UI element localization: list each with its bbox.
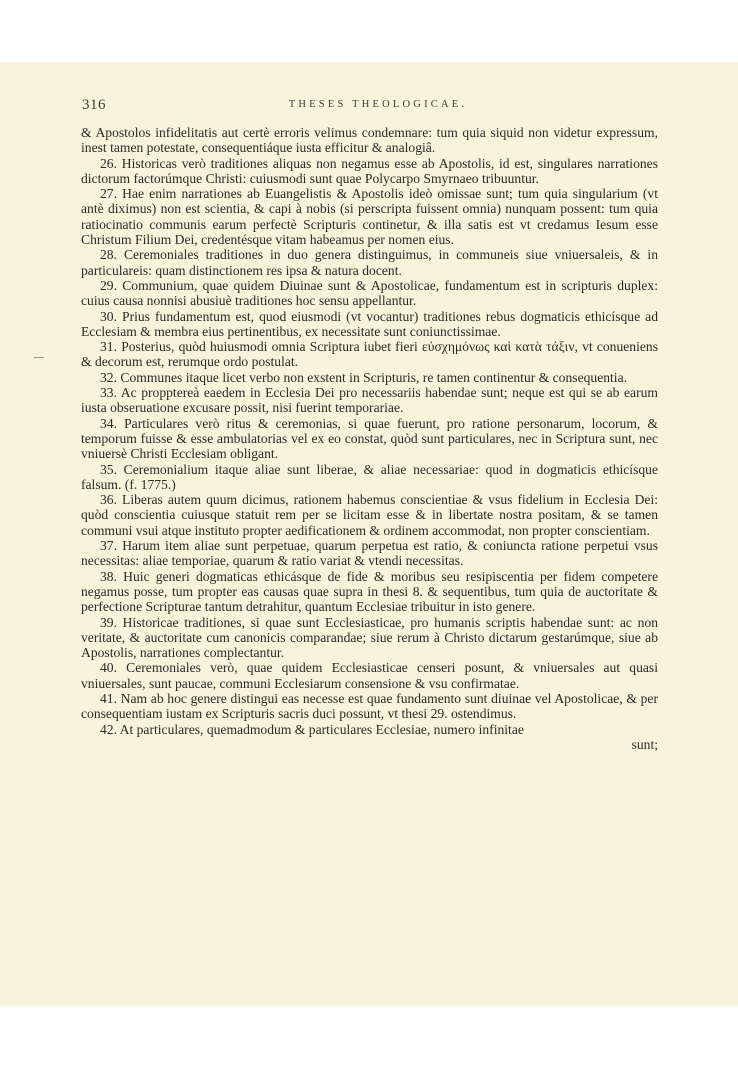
thesis-33: 33. Ac propptereà eaedem in Ecclesia Dei pro necessariis habendae sunt; neque est qui se ab earum iusta obseruatione excusare possit, nisi fuerint temporariae.	[81, 385, 658, 416]
thesis-31: 31. Posterius, quòd huiusmodi omnia Scriptura iubet fieri εὐσχημόνως καὶ κατὰ τάξιν, vt conueniens & decorum est, rerumque ordo postulat.	[81, 339, 658, 370]
thesis-40: 40. Ceremoniales verò, quae quidem Ecclesiasticae censeri posunt, & vniuersales aut quasi vniuersales, sunt paucae, communi Ecclesiarum consensione & vsu confirmatae.	[81, 660, 658, 691]
thesis-42: 42. At particulares, quemadmodum & particulares Ecclesiae, numero infinitae	[100, 721, 524, 737]
thesis-29: 29. Communium, quae quidem Diuinae sunt & Apostolicae, fundamentum est in scripturis duplex: cuius causa nonnisi abusiuè traditiones hoc sensu appellantur.	[81, 277, 658, 309]
paragraph: & Apostolos infidelitatis aut certè erroris velimus condemnare: tum quia siquid non videtur expressum, inest tamen potestate, consequentiáque iusta efficitur & analogiâ.	[81, 125, 658, 156]
thesis-27: 27. Hae enim narrationes ab Euangelistis & Apostolis ideò omissae sunt; tum quia singularium (vt antè diximus) non est scientia, & capi à nobis (si perscripta fuissent omnia) nunquam possent: tum quia ratiocinatio communis earum perfectè Scripturis continetur, & illa satis est vt credamus Iesum esse Christum Filium Dei, credentésque vitam habeamus per nomen eius.	[81, 186, 658, 248]
running-head: THESES THEOLOGICAE.	[288, 99, 468, 110]
thesis-30: 30. Prius fundamentum est, quod eiusmodi (vt vocantur) traditiones rebus dogmaticis ethicísque ad Ecclesiam & membra eius pertinentibus, ex necessitate sunt coniunctissimae.	[81, 308, 658, 339]
body-text	[81, 125, 658, 737]
thesis-36: 36. Liberas autem quum dicimus, rationem habemus conscientiae & vsus fidelium in Ecclesia Dei: quòd conscientia cuiusque statuit rem per se licitam esse & in libertate nostra positam, & se tamen communi vsui atque instituto propter aedificationem & ordinem accommodat, non propter conscientiam.	[81, 492, 658, 538]
thesis-38: 38. Huic generi dogmaticas ethicásque de fide & moribus seu resipiscentia per fidem competere negamus posse, tum propter eas causas quae supra in thesi 8. & sequentibus, tum quia de auctoritate & perfectione Scripturae tantum detrahitur, quantum Ecclesiae tribuitur in isto genere.	[81, 568, 658, 615]
thesis-28: 28. Ceremoniales traditiones in duo genera distinguimus, in communeis siue vniuersaleis, & in particulareis: quam distinctionem res ipsa & natura docent.	[81, 247, 658, 278]
thesis-35: 35. Ceremonialium itaque aliae sunt liberae, & aliae necessariae: quod in dogmaticis ethicísque falsum. (f. 1775.)	[81, 461, 658, 492]
thesis-26: 26. Historicas verò traditiones aliquas non negamus esse ab Apostolis, id est, singulares narrationes dictorum factorúmque Christi: cuiusmodi sunt quae Polycarpo Smyrnaeo tribuuntur.	[81, 155, 658, 186]
bottom-margin	[0, 1006, 738, 1068]
margin-mark	[34, 357, 44, 358]
thesis-34: 34. Particulares verò ritus & ceremonias, si quae fuerunt, pro ratione personarum, locorum, & temporum fuisse & esse ambulatorias vel ex eo constat, quòd sunt particulares, nec in Scriptura sunt, nec vniuersè Christi Ecclesiam obligant.	[81, 415, 658, 462]
thesis-41: 41. Nam ab hoc genere distingui eas necesse est quae fundamento sunt diuinae vel Apostolicae, & per consequentiam iustam ex Scripturis sacris duci possunt, vt thesi 29. ostendimus.	[81, 690, 658, 722]
thesis-32: 32. Communes itaque licet verbo non exstent in Scripturis, re tamen continentur & consequentia.	[100, 369, 628, 385]
thesis-39: 39. Historicae traditiones, si quae sunt Ecclesiasticae, pro humanis scriptis habendae sunt: ac non veritate, & auctoritate cum canonicis comparandae; siue rerum à Christo dictarum gestarúmque, siue ab Apostolis, narrationes complectantur.	[81, 614, 658, 661]
thesis-37: 37. Harum item aliae sunt perpetuae, quarum perpetua est ratio, & coniuncta ratione perpetui vsus necessitas: aliae temporiae, quarum & ratio variat & vtendi necessitas.	[81, 538, 658, 569]
top-margin	[0, 0, 738, 62]
page-number: 316	[82, 97, 106, 113]
catchword: sunt;	[631, 737, 658, 752]
